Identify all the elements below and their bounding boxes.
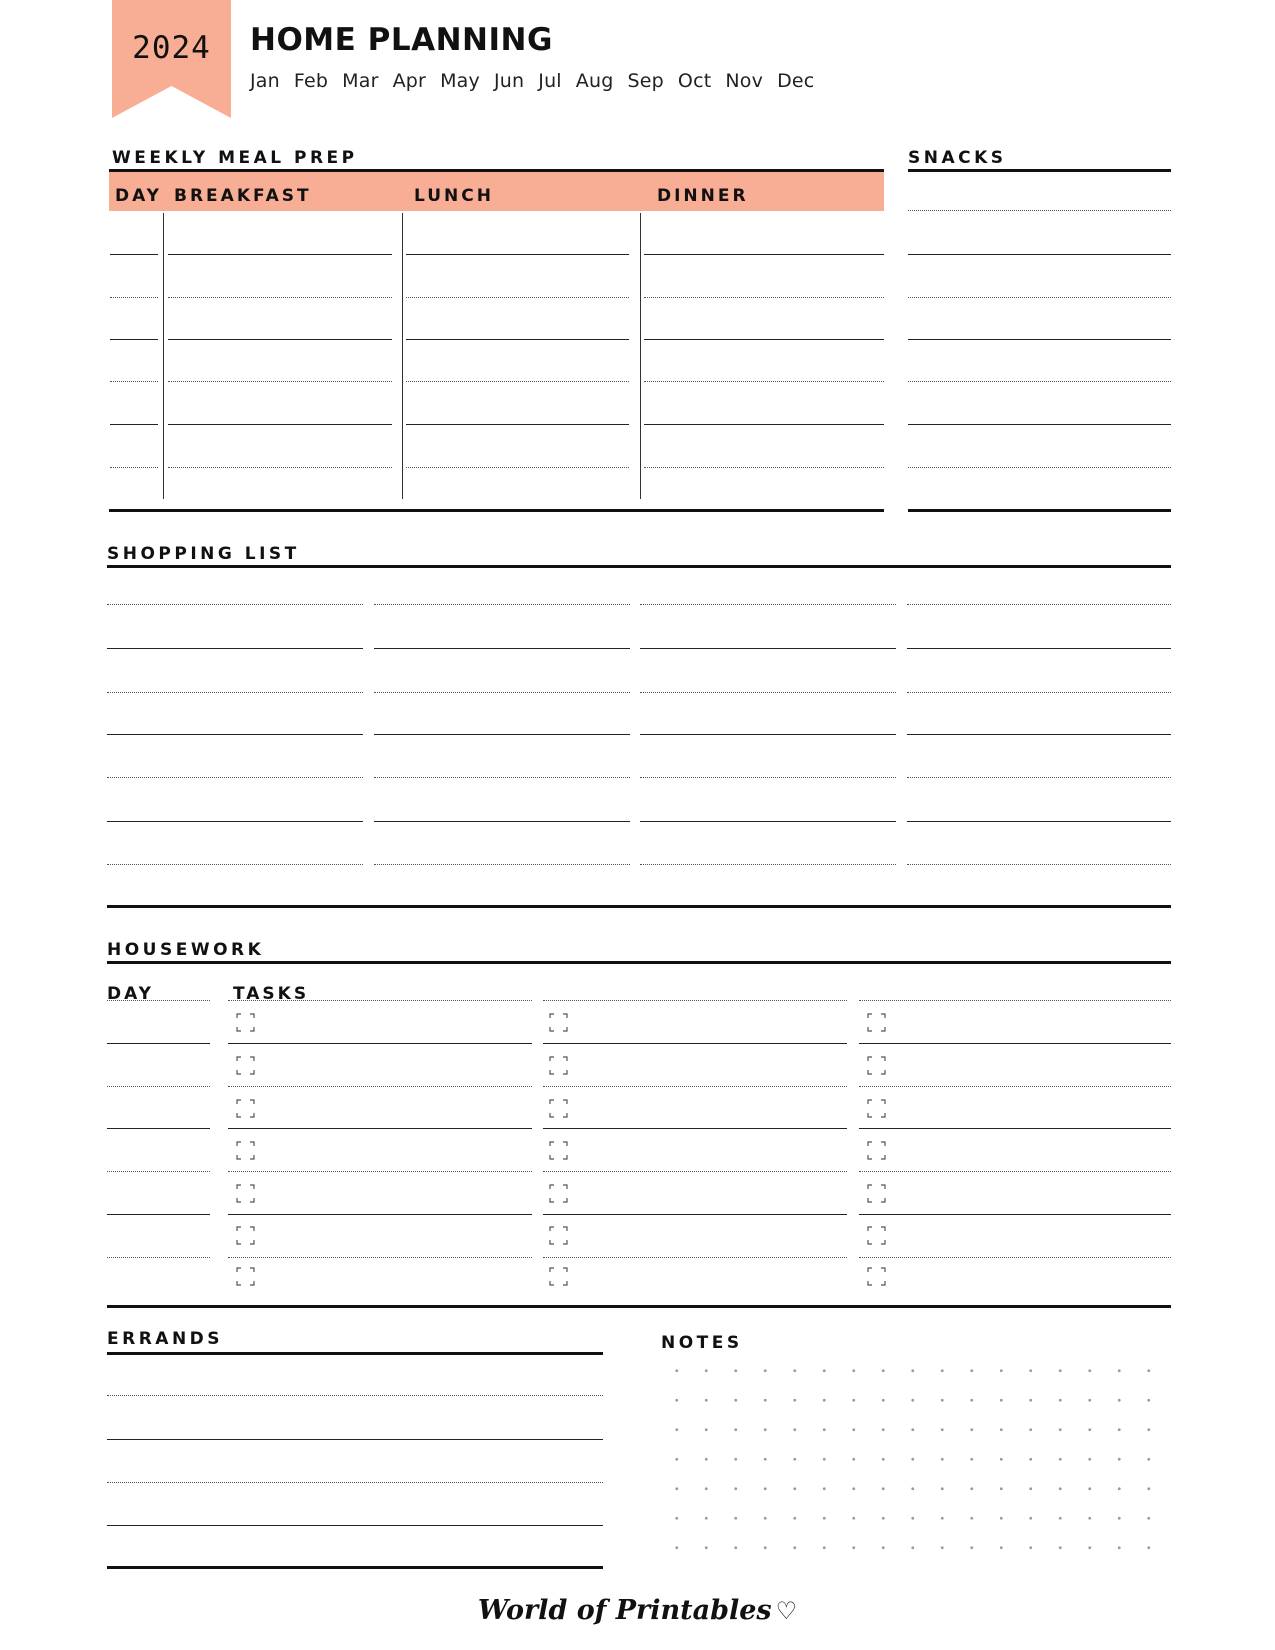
housework-day-line[interactable]	[107, 1214, 210, 1215]
year-ribbon	[112, 0, 231, 118]
shopping-line[interactable]	[907, 604, 1171, 605]
meal-cell-line[interactable]	[110, 467, 158, 468]
housework-task-line[interactable]	[859, 1000, 1171, 1001]
housework-title: HOUSEWORK	[107, 940, 265, 960]
meal-cell-line[interactable]	[406, 297, 629, 298]
checkbox-icon[interactable]	[549, 1099, 568, 1118]
shopping-line[interactable]	[374, 864, 630, 865]
checkbox-icon[interactable]	[236, 1141, 255, 1160]
housework-day-line[interactable]	[107, 1257, 210, 1258]
col-head-lunch: LUNCH	[414, 186, 494, 206]
meal-cell-line[interactable]	[110, 339, 158, 340]
meal-cell-line[interactable]	[644, 254, 884, 255]
checkbox-icon[interactable]	[549, 1141, 568, 1160]
checkbox-icon[interactable]	[236, 1267, 255, 1286]
checkbox-icon[interactable]	[867, 1141, 886, 1160]
checkbox-icon[interactable]	[867, 1099, 886, 1118]
shopping-top-rule	[107, 565, 1171, 568]
housework-day-line[interactable]	[107, 1086, 210, 1087]
meal-cell-line[interactable]	[110, 254, 158, 255]
housework-task-line[interactable]	[859, 1214, 1171, 1215]
housework-bottom-rule	[107, 1305, 1171, 1308]
meal-cell-line[interactable]	[644, 339, 884, 340]
housework-task-line[interactable]	[543, 1043, 847, 1044]
month-jan[interactable]: Jan	[250, 70, 280, 92]
housework-task-line[interactable]	[228, 1257, 532, 1258]
checkbox-icon[interactable]	[549, 1056, 568, 1075]
shopping-line[interactable]	[374, 821, 630, 822]
shopping-line[interactable]	[374, 777, 630, 778]
checkbox-icon[interactable]	[867, 1267, 886, 1286]
checkbox-icon[interactable]	[549, 1226, 568, 1245]
snacks-title: SNACKS	[908, 148, 1007, 168]
checkbox-icon[interactable]	[867, 1226, 886, 1245]
housework-task-line[interactable]	[859, 1128, 1171, 1129]
month-dec[interactable]: Dec	[777, 70, 815, 92]
snack-line[interactable]	[908, 254, 1171, 255]
housework-day-line[interactable]	[107, 1171, 210, 1172]
col-head-day: DAY	[115, 186, 162, 206]
housework-task-line[interactable]	[228, 1086, 532, 1087]
shopping-line[interactable]	[107, 604, 363, 605]
col-head-breakfast: BREAKFAST	[174, 186, 312, 206]
checkbox-icon[interactable]	[867, 1056, 886, 1075]
shopping-line[interactable]	[907, 692, 1171, 693]
errand-line[interactable]	[107, 1395, 603, 1396]
housework-task-line[interactable]	[859, 1043, 1171, 1044]
meal-cell-line[interactable]	[110, 381, 158, 382]
meal-column-divider	[163, 213, 164, 499]
shopping-line[interactable]	[907, 821, 1171, 822]
shopping-line[interactable]	[907, 734, 1171, 735]
brand-logo	[0, 1595, 1275, 1626]
meal-cell-line[interactable]	[168, 254, 392, 255]
meal-cell-line[interactable]	[406, 339, 629, 340]
meal-cell-line[interactable]	[110, 297, 158, 298]
shopping-line[interactable]	[374, 648, 630, 649]
meal-cell-line[interactable]	[406, 381, 629, 382]
month-oct[interactable]: Oct	[677, 70, 712, 92]
housework-day-label: DAY	[107, 984, 154, 1004]
shopping-title: SHOPPING LIST	[107, 544, 300, 564]
housework-task-line[interactable]	[543, 1086, 847, 1087]
shopping-line[interactable]	[640, 777, 896, 778]
errand-line[interactable]	[107, 1525, 603, 1526]
snack-line[interactable]	[908, 297, 1171, 298]
page-title: HOME PLANNING	[250, 22, 553, 58]
shopping-line[interactable]	[107, 821, 363, 822]
meal-cell-line[interactable]	[644, 467, 884, 468]
housework-task-line[interactable]	[543, 1171, 847, 1172]
housework-task-line[interactable]	[228, 1214, 532, 1215]
shopping-line[interactable]	[640, 648, 896, 649]
checkbox-icon[interactable]	[867, 1013, 886, 1032]
shopping-bottom-rule	[107, 905, 1171, 908]
checkbox-icon[interactable]	[236, 1226, 255, 1245]
snacks-top-rule	[908, 169, 1171, 172]
month-mar[interactable]: Mar	[342, 70, 379, 92]
month-nov[interactable]: Nov	[725, 70, 764, 92]
checkbox-icon[interactable]	[236, 1056, 255, 1075]
shopping-line[interactable]	[640, 692, 896, 693]
meal-cell-line[interactable]	[168, 467, 392, 468]
shopping-line[interactable]	[640, 864, 896, 865]
errand-line[interactable]	[107, 1439, 603, 1440]
month-jun[interactable]: Jun	[493, 70, 525, 92]
checkbox-icon[interactable]	[236, 1184, 255, 1203]
month-apr[interactable]: Apr	[392, 70, 427, 92]
meal-cell-line[interactable]	[406, 254, 629, 255]
shopping-line[interactable]	[107, 777, 363, 778]
shopping-line[interactable]	[640, 604, 896, 605]
housework-task-line[interactable]	[859, 1086, 1171, 1087]
meal-cell-line[interactable]	[168, 381, 392, 382]
meal-cell-line[interactable]	[110, 424, 158, 425]
meal-cell-line[interactable]	[406, 467, 629, 468]
snack-line[interactable]	[908, 467, 1171, 468]
heart-icon: ♡	[775, 1596, 798, 1625]
shopping-line[interactable]	[374, 734, 630, 735]
housework-task-line[interactable]	[228, 1043, 532, 1044]
shopping-line[interactable]	[640, 821, 896, 822]
housework-top-rule	[107, 961, 1171, 964]
checkbox-icon[interactable]	[549, 1013, 568, 1032]
col-head-dinner: DINNER	[657, 186, 749, 206]
month-feb[interactable]: Feb	[293, 70, 329, 92]
checkbox-icon[interactable]	[549, 1267, 568, 1286]
housework-task-line[interactable]	[859, 1257, 1171, 1258]
snacks-bottom-rule	[908, 509, 1171, 512]
meal-prep-title: WEEKLY MEAL PREP	[112, 148, 358, 168]
errands-bottom-rule	[107, 1566, 603, 1569]
meal-column-divider	[640, 213, 641, 499]
errand-line[interactable]	[107, 1482, 603, 1483]
housework-task-line[interactable]	[543, 1257, 847, 1258]
month-aug[interactable]: Aug	[575, 70, 614, 92]
housework-task-line[interactable]	[228, 1171, 532, 1172]
shopping-line[interactable]	[907, 648, 1171, 649]
year-label: 2024	[132, 30, 211, 66]
snack-line[interactable]	[908, 424, 1171, 425]
shopping-line[interactable]	[907, 864, 1171, 865]
meal-cell-line[interactable]	[168, 339, 392, 340]
shopping-line[interactable]	[907, 777, 1171, 778]
snack-line[interactable]	[908, 210, 1171, 211]
month-selector	[250, 70, 828, 92]
month-sep[interactable]: Sep	[627, 70, 664, 92]
month-may[interactable]: May	[440, 70, 480, 92]
housework-task-line[interactable]	[228, 1128, 532, 1129]
housework-day-line[interactable]	[107, 1000, 210, 1001]
housework-tasks-label: TASKS	[233, 984, 310, 1004]
notes-title: NOTES	[661, 1333, 743, 1353]
housework-day-line[interactable]	[107, 1043, 210, 1044]
housework-task-line[interactable]	[543, 1128, 847, 1129]
housework-task-line[interactable]	[543, 1214, 847, 1215]
checkbox-icon[interactable]	[236, 1013, 255, 1032]
shopping-line[interactable]	[640, 734, 896, 735]
meal-cell-line[interactable]	[406, 424, 629, 425]
meal-cell-line[interactable]	[168, 424, 392, 425]
checkbox-icon[interactable]	[549, 1184, 568, 1203]
checkbox-icon[interactable]	[236, 1099, 255, 1118]
shopping-line[interactable]	[107, 864, 363, 865]
housework-task-line[interactable]	[543, 1000, 847, 1001]
snack-line[interactable]	[908, 339, 1171, 340]
meal-cell-line[interactable]	[644, 424, 884, 425]
notes-dot-grid[interactable]	[662, 1356, 1172, 1576]
shopping-line[interactable]	[107, 692, 363, 693]
meal-cell-line[interactable]	[168, 297, 392, 298]
meal-cell-line[interactable]	[644, 381, 884, 382]
housework-task-line[interactable]	[859, 1171, 1171, 1172]
housework-task-line[interactable]	[228, 1000, 532, 1001]
errands-title: ERRANDS	[107, 1329, 224, 1349]
shopping-line[interactable]	[374, 692, 630, 693]
shopping-line[interactable]	[107, 648, 363, 649]
brand-text: World of Printables	[477, 1595, 772, 1626]
snack-line[interactable]	[908, 381, 1171, 382]
errands-top-rule	[107, 1352, 603, 1355]
shopping-line[interactable]	[374, 604, 630, 605]
checkbox-icon[interactable]	[867, 1184, 886, 1203]
meal-cell-line[interactable]	[644, 297, 884, 298]
housework-day-line[interactable]	[107, 1128, 210, 1129]
meal-prep-bottom-rule	[109, 509, 884, 512]
month-jul[interactable]: Jul	[538, 70, 562, 92]
meal-column-divider	[402, 213, 403, 499]
shopping-line[interactable]	[107, 734, 363, 735]
